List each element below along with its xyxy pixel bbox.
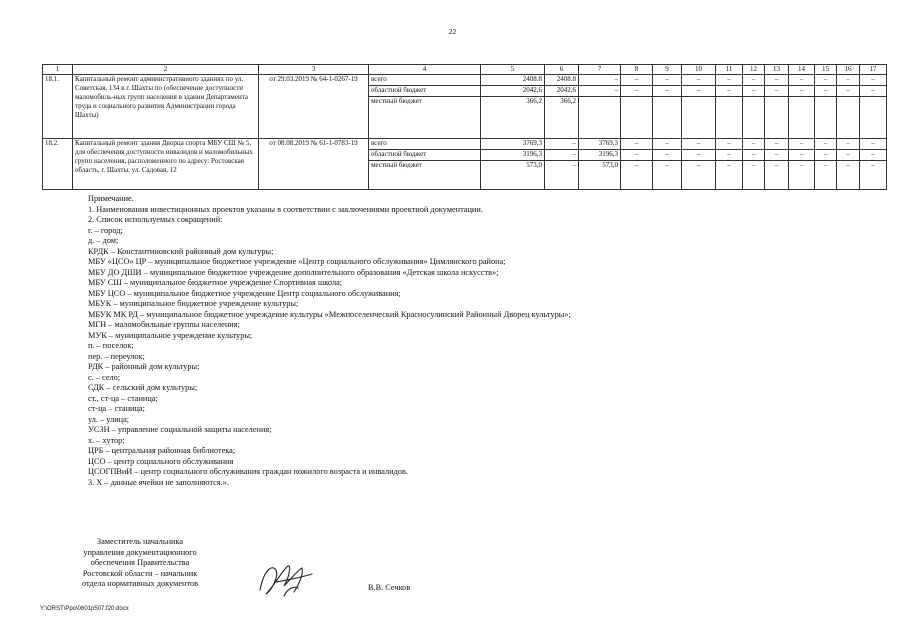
note-line: МБУК – муниципальное бюджетное учреждение культуры; xyxy=(88,299,299,308)
note-line: 1. Наименования инвестиционных проектов указаны в соответствии с заключениями проектной документации. xyxy=(88,204,483,214)
amount-cell: – xyxy=(743,139,765,150)
column-number: 4 xyxy=(369,65,481,75)
notes-section xyxy=(88,194,878,488)
amount-cell: – xyxy=(653,150,682,161)
amount-cell: – xyxy=(743,150,765,161)
amount-cell: – xyxy=(837,161,860,190)
amount-col-6: 2042,6 xyxy=(545,86,579,97)
amount-cell: – xyxy=(815,139,837,150)
funding-source: областной бюджет xyxy=(369,150,481,161)
column-number: 8 xyxy=(621,65,653,75)
file-path: Y:\ORST\Ppo\0601p507.f20.docx xyxy=(40,606,129,612)
column-number: 13 xyxy=(765,65,789,75)
column-number: 3 xyxy=(259,65,369,75)
amount-cell: – xyxy=(789,150,815,161)
amount-cell: – xyxy=(837,139,860,150)
note-line: МБУ ДО ДШИ – муниципальное бюджетное учреждение дополнительного образования «Детская школа искусств»; xyxy=(88,267,499,277)
note-line: ст., ст-ца – станица; xyxy=(88,393,158,403)
amount-total: 2408.8 xyxy=(481,75,545,86)
project-number: 18.2. xyxy=(43,139,73,190)
amount-cell xyxy=(815,97,837,139)
amount-cell xyxy=(743,97,765,139)
amount-cell xyxy=(716,97,743,139)
handwritten-signature xyxy=(254,560,318,602)
amount-cell: – xyxy=(743,75,765,86)
amount-cell: – xyxy=(789,86,815,97)
amount-cell: – xyxy=(765,139,789,150)
amount-cell xyxy=(621,97,653,139)
amount-col-6: 2408.8 xyxy=(545,75,579,86)
amount-cell: – xyxy=(815,161,837,190)
project-name: Капитальный ремонт здания Дворца спорта МБУ СШ № 5, для обеспечения доступности инвалидов и маломобильных групп населения, расположенного по адресу: Ростовская область, г. Шахты, ул. Садовая, 12 xyxy=(73,139,259,190)
amount-col-6: – xyxy=(545,139,579,150)
amount-cell: – xyxy=(815,150,837,161)
amount-total: 3769,3 xyxy=(481,139,545,150)
amount-cell: – xyxy=(837,75,860,86)
project-document: от 08.08.2019 № 61-1-0783-19 xyxy=(259,139,369,190)
project-document: от 29.03.2019 № 64-1-0267-19 xyxy=(259,75,369,139)
note-line: МБУ «ЦСО» ЦР – муниципальное бюджетное учреждение «Центр социального обслуживания» Цимлянского района; xyxy=(88,257,506,266)
note-line: 2. Список используемых сокращений: xyxy=(88,215,223,224)
table-row xyxy=(43,75,887,86)
column-number-row xyxy=(43,65,887,75)
amount-total: 2042,6 xyxy=(481,86,545,97)
amount-col-7: 3769,3 xyxy=(579,139,621,150)
column-number: 10 xyxy=(682,65,716,75)
signer-name: В.В. Сечков xyxy=(368,583,411,592)
amount-cell: – xyxy=(682,161,716,190)
funding-source: местный бюджет xyxy=(369,161,481,190)
amount-cell xyxy=(653,97,682,139)
column-number: 2 xyxy=(73,65,259,75)
amount-col-6: – xyxy=(545,150,579,161)
amount-cell: – xyxy=(815,75,837,86)
note-line: СДК – сельский дом культуры; xyxy=(88,383,198,392)
signatory-line: Ростовской области – начальник xyxy=(82,568,198,578)
amount-cell: – xyxy=(860,161,887,190)
amount-cell: – xyxy=(765,75,789,86)
note-line: УСЗН – управление социальной защиты населения; xyxy=(88,425,272,434)
amount-cell: – xyxy=(837,86,860,97)
funding-source: местный бюджет xyxy=(369,97,481,139)
column-number: 11 xyxy=(716,65,743,75)
amount-col-7: – xyxy=(579,75,621,86)
column-number: 7 xyxy=(579,65,621,75)
amount-cell: – xyxy=(653,75,682,86)
amount-cell: – xyxy=(860,86,887,97)
amount-col-6: – xyxy=(545,161,579,190)
amount-cell: – xyxy=(765,86,789,97)
note-line: пер. – переулок; xyxy=(88,351,145,361)
amount-cell: – xyxy=(743,86,765,97)
amount-cell: – xyxy=(860,139,887,150)
amount-cell: – xyxy=(789,75,815,86)
amount-cell: – xyxy=(716,86,743,97)
note-line: ЦСОГПВиИ – центр социального обслуживания граждан пожилого возраста и инвалидов. xyxy=(88,467,408,476)
note-line: МБУ СШ – муниципальное бюджетное учреждение Спортивная школа; xyxy=(88,278,343,287)
amount-cell: – xyxy=(653,161,682,190)
note-line: п. – поселок; xyxy=(88,341,134,350)
column-number: 5 xyxy=(481,65,545,75)
table-row xyxy=(43,139,887,150)
column-number: 17 xyxy=(860,65,887,75)
amount-cell: – xyxy=(860,150,887,161)
amount-total: 3196,3 xyxy=(481,150,545,161)
note-line: с. – село; xyxy=(88,372,121,382)
column-number: 14 xyxy=(789,65,815,75)
amount-cell: – xyxy=(682,139,716,150)
amount-cell: – xyxy=(621,139,653,150)
amount-col-6: 366,2 xyxy=(545,97,579,139)
funding-source: всего xyxy=(369,75,481,86)
amount-cell: – xyxy=(621,86,653,97)
amount-cell: – xyxy=(621,150,653,161)
column-number: 1 xyxy=(43,65,73,75)
amount-cell: – xyxy=(716,139,743,150)
project-number: 18.1. xyxy=(43,75,73,139)
amount-cell: – xyxy=(789,161,815,190)
amount-cell xyxy=(860,97,887,139)
signatory-line: управления документационного xyxy=(83,547,197,557)
page-number: 22 xyxy=(448,27,457,36)
amount-cell: – xyxy=(653,139,682,150)
signatory-line: обеспечения Правительства xyxy=(90,558,190,568)
note-line: Примечание. xyxy=(88,194,134,203)
amount-cell: – xyxy=(860,75,887,86)
amount-cell: – xyxy=(716,161,743,190)
note-line: МГН – маломобильные группы населения; xyxy=(88,320,240,329)
amount-cell: – xyxy=(815,86,837,97)
amount-cell xyxy=(789,97,815,139)
amount-cell: – xyxy=(716,150,743,161)
amount-col-7: 573,0 xyxy=(579,161,621,190)
column-number: 15 xyxy=(815,65,837,75)
amount-cell: – xyxy=(765,161,789,190)
signatory-line: Заместитель начальника xyxy=(96,537,184,546)
note-line: РДК – районный дом культуры; xyxy=(88,362,200,371)
note-line: ЦРБ – центральная районная библиотека; xyxy=(88,446,236,455)
amount-cell: – xyxy=(743,161,765,190)
amount-cell: – xyxy=(682,75,716,86)
amount-cell: – xyxy=(621,161,653,190)
funding-source: областной бюджет xyxy=(369,86,481,97)
note-line: х. – хутор; xyxy=(88,435,125,445)
amount-cell xyxy=(682,97,716,139)
amount-cell xyxy=(837,97,860,139)
note-line: КРДК – Константиновский районный дом культуры; xyxy=(88,246,274,256)
amount-cell: – xyxy=(716,75,743,86)
column-number: 16 xyxy=(837,65,860,75)
signatory-position xyxy=(40,537,240,590)
note-line: 3. Х – данные ячейки не заполняются.». xyxy=(88,477,229,487)
note-line: МБУК МК РД – муниципальное бюджетное учреждение культуры «Межпоселенческий Красносулинский Районный Дворец культуры»; xyxy=(88,309,571,319)
note-line: МУК – муниципальное учреждение культуры; xyxy=(88,330,253,340)
signatory-line: отдела нормативных документов xyxy=(81,579,199,589)
note-line: ст-ца – станица; xyxy=(88,404,145,413)
amount-cell: – xyxy=(789,139,815,150)
amount-total: 366,2 xyxy=(481,97,545,139)
investment-table xyxy=(42,64,887,190)
project-name: Капитальный ремонт административного зданиях по ул. Советская, 134 в г. Шахты по (обеспечение доступности маломобиль-ных групп населения в здании Департамента труда и социального развития Администрации города Шахты) xyxy=(73,75,259,139)
amount-total: 573,0 xyxy=(481,161,545,190)
note-line: МБУ ЦСО – муниципальное бюджетное учреждение Центр социального обслуживания; xyxy=(88,288,401,298)
amount-col-7: 3196,3 xyxy=(579,150,621,161)
note-line: ул. – улица; xyxy=(88,414,130,424)
amount-cell: – xyxy=(621,75,653,86)
column-number: 6 xyxy=(545,65,579,75)
note-line: г. – город; xyxy=(88,225,123,235)
amount-cell: – xyxy=(765,150,789,161)
column-number: 12 xyxy=(743,65,765,75)
note-line: д. – дом; xyxy=(88,236,119,245)
amount-cell: – xyxy=(837,150,860,161)
funding-source: всего xyxy=(369,139,481,150)
amount-col-7 xyxy=(579,97,621,139)
amount-cell xyxy=(765,97,789,139)
amount-cell: – xyxy=(653,86,682,97)
column-number: 9 xyxy=(653,65,682,75)
note-line: ЦСО – центр социального обслуживания xyxy=(88,456,234,466)
amount-col-7: – xyxy=(579,86,621,97)
amount-cell: – xyxy=(682,150,716,161)
amount-cell: – xyxy=(682,86,716,97)
